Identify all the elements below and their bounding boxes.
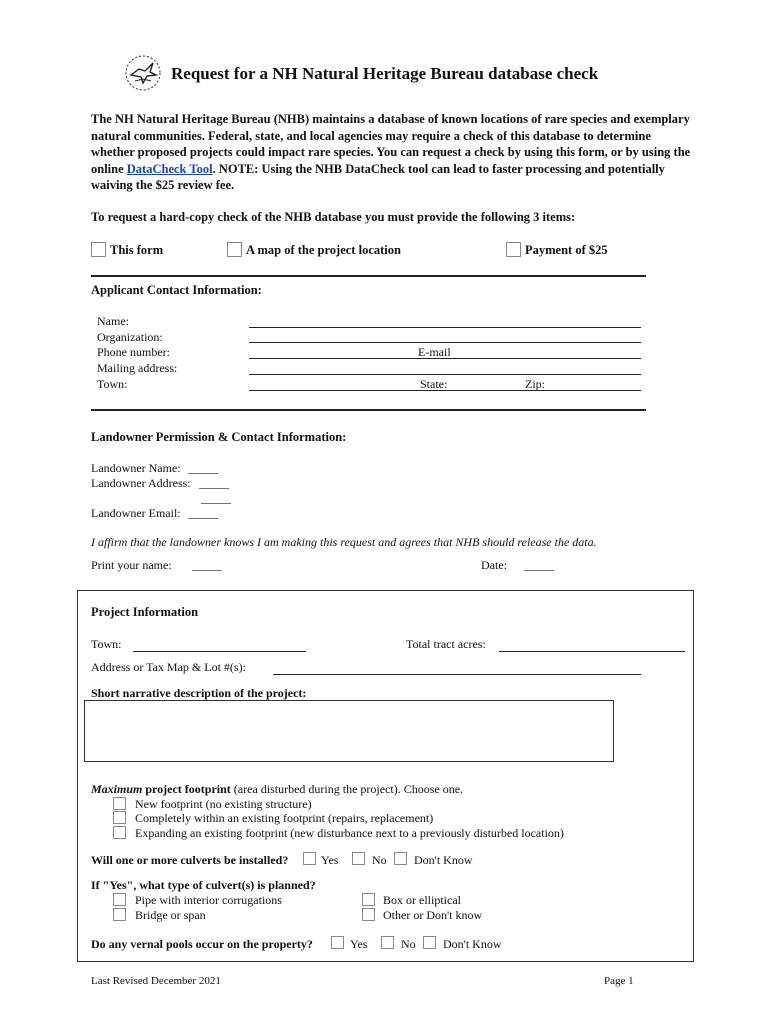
applicant-heading: Applicant Contact Information: <box>91 283 262 297</box>
culvert-bridge-label: Bridge or span <box>135 908 206 922</box>
requirements-heading: To request a hard-copy check of the NHB database you must provide the following 3 items: <box>91 210 576 224</box>
landowner-email-label: Landowner Email: <box>91 506 181 520</box>
culvert-box-checkbox[interactable] <box>362 893 375 906</box>
culvert-question: Will one or more culverts be installed? <box>91 853 289 867</box>
nhb-bird-logo-icon <box>123 53 163 93</box>
datacheck-tool-link[interactable]: DataCheck Tool <box>126 161 213 176</box>
print-name-field[interactable]: _____ <box>192 558 222 572</box>
landowner-name-label: Landowner Name: <box>91 461 181 475</box>
applicant-mailing-field[interactable] <box>249 374 641 375</box>
culvert-pipe-checkbox[interactable] <box>113 893 126 906</box>
footer-page-number: Page 1 <box>604 975 634 987</box>
applicant-email-label: E-mail <box>418 345 451 359</box>
culvert-dont-know-label: Don't Know <box>414 853 473 867</box>
vernal-dont-know-label: Don't Know <box>443 937 502 951</box>
culvert-other-label: Other or Don't know <box>383 908 483 922</box>
vernal-yes-label: Yes <box>350 937 368 951</box>
landowner-address-field-2[interactable]: _____ <box>201 491 231 505</box>
applicant-phone-email-field[interactable] <box>249 358 641 359</box>
project-map-label: A map of the project location <box>246 243 401 257</box>
project-town-field[interactable] <box>133 651 306 652</box>
applicant-zip-label: Zip: <box>525 377 545 391</box>
culvert-other-checkbox[interactable] <box>362 908 375 921</box>
intro-note: . NOTE: Using the NHB DataCheck tool can lead to faster processing and potentially waiving the $25 review fee. <box>91 161 665 193</box>
intro-text: The NH Natural Heritage Bureau (NHB) maintains a database of known locations of rare species and exemplary natural communities. Federal, state, and local agencies may require a check of this database to determine whether proposed projects could impact rare species. You can request a check by using this form, or by using the online <box>91 112 691 176</box>
applicant-organization-field[interactable] <box>249 342 641 343</box>
applicant-mailing-label: Mailing address: <box>97 361 178 375</box>
narrative-label: Short narrative description of the project: <box>91 686 307 700</box>
project-acres-label: Total tract acres: <box>406 637 486 651</box>
project-town-label: Town: <box>91 637 122 651</box>
footprint-rest: (area disturbed during the project). Choose one. <box>230 782 464 796</box>
footprint-new-checkbox[interactable] <box>113 797 126 810</box>
project-acres-field[interactable] <box>499 651 685 652</box>
culvert-box-label: Box or elliptical <box>383 893 461 907</box>
page-title: Request for a NH Natural Heritage Bureau database check <box>171 64 599 83</box>
footprint-bold: project footprint <box>142 782 231 796</box>
applicant-name-label: Name: <box>97 314 129 328</box>
print-name-label: Print your name: <box>91 558 172 572</box>
culvert-no-label: No <box>372 853 387 867</box>
footprint-within-checkbox[interactable] <box>113 811 126 824</box>
payment-checkbox[interactable] <box>506 242 521 257</box>
applicant-state-label: State: <box>420 377 448 391</box>
footprint-new-label: New footprint (no existing structure) <box>135 797 312 811</box>
landowner-email-field[interactable]: _____ <box>188 506 218 520</box>
landowner-address-field[interactable]: _____ <box>199 476 229 490</box>
culvert-no-checkbox[interactable] <box>352 852 365 865</box>
date-label: Date: <box>481 558 507 572</box>
this-form-checkbox[interactable] <box>91 242 106 257</box>
applicant-town-label: Town: <box>97 377 128 391</box>
culvert-dont-know-checkbox[interactable] <box>394 852 407 865</box>
culvert-yes-label: Yes <box>321 853 339 867</box>
footer-revised: Last Revised December 2021 <box>91 975 221 987</box>
footprint-expanding-label: Expanding an existing footprint (new disturbance next to a previously disturbed location) <box>135 826 564 840</box>
vernal-dont-know-checkbox[interactable] <box>423 936 436 949</box>
landowner-name-field[interactable]: _____ <box>188 461 218 475</box>
project-address-field[interactable] <box>273 674 641 675</box>
vernal-pool-question: Do any vernal pools occur on the property? <box>91 937 313 951</box>
date-field[interactable]: _____ <box>524 558 554 572</box>
project-heading: Project Information <box>91 605 199 619</box>
culvert-type-question: If "Yes", what type of culvert(s) is planned? <box>91 878 316 892</box>
this-form-label: This form <box>110 243 164 257</box>
footprint-within-label: Completely within an existing footprint (repairs, replacement) <box>135 811 434 825</box>
applicant-phone-label: Phone number: <box>97 345 170 359</box>
footprint-expanding-checkbox[interactable] <box>113 826 126 839</box>
section-divider <box>91 275 646 277</box>
payment-label: Payment of $25 <box>525 243 608 257</box>
landowner-affirmation: I affirm that the landowner knows I am making this request and agrees that NHB should release the data. <box>91 535 597 549</box>
culvert-yes-checkbox[interactable] <box>303 852 316 865</box>
footprint-question <box>91 782 463 797</box>
vernal-no-label: No <box>401 937 416 951</box>
applicant-name-field[interactable] <box>249 327 641 328</box>
applicant-organization-label: Organization: <box>97 330 163 344</box>
landowner-heading: Landowner Permission & Contact Information: <box>91 430 347 444</box>
culvert-pipe-label: Pipe with interior corrugations <box>135 893 282 907</box>
landowner-address-label: Landowner Address: <box>91 476 191 490</box>
footprint-emphasis: Maximum <box>91 782 143 796</box>
intro-paragraph <box>91 111 691 194</box>
applicant-town-field[interactable] <box>249 390 641 391</box>
narrative-textarea[interactable] <box>84 700 614 762</box>
project-map-checkbox[interactable] <box>227 242 242 257</box>
project-address-label: Address or Tax Map & Lot #(s): <box>91 660 246 674</box>
vernal-yes-checkbox[interactable] <box>331 936 344 949</box>
section-divider <box>91 409 646 411</box>
vernal-no-checkbox[interactable] <box>381 936 394 949</box>
culvert-bridge-checkbox[interactable] <box>113 908 126 921</box>
